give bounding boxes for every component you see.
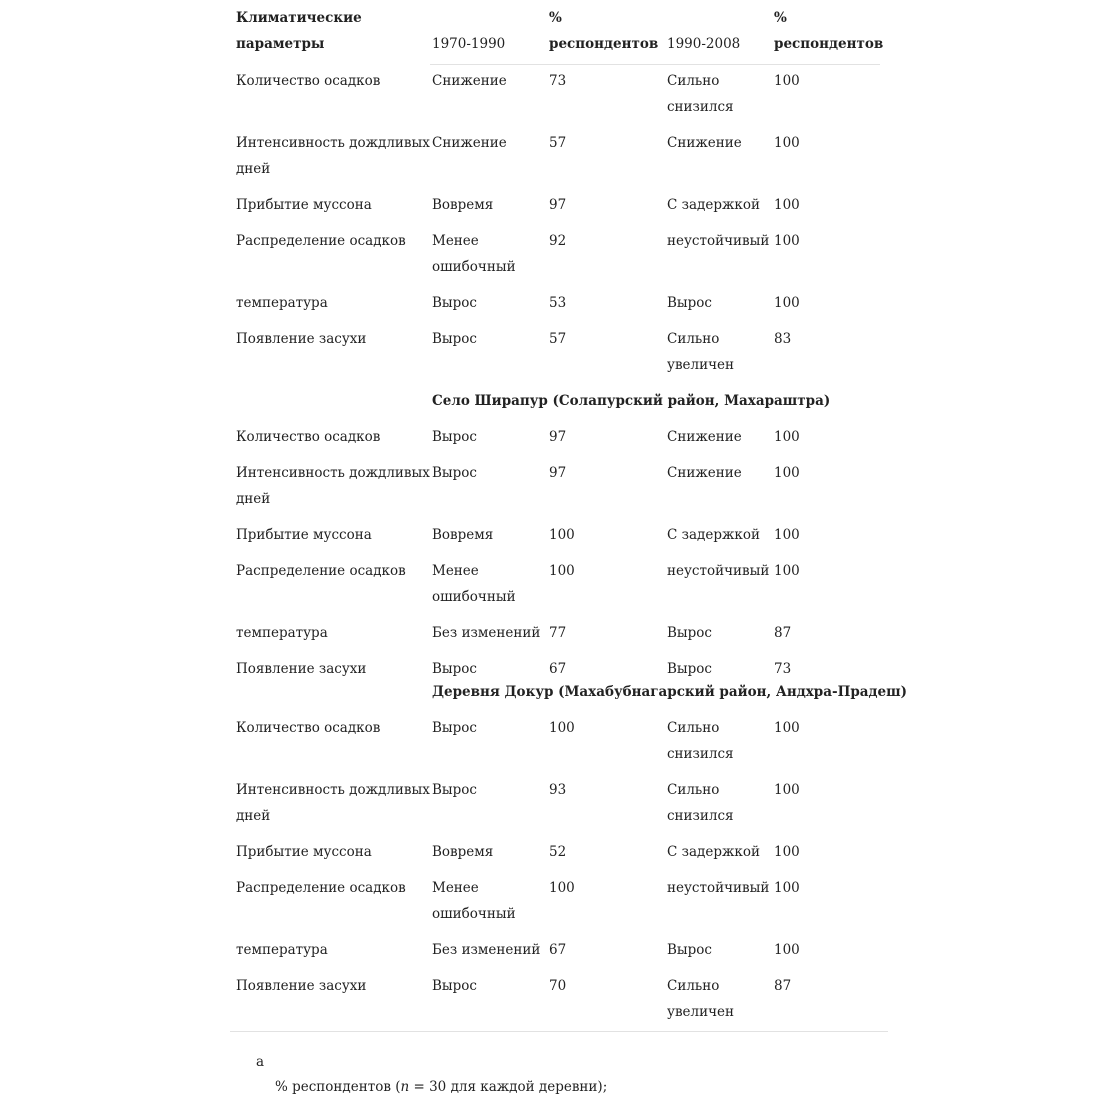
cell-percent-1970-1990: 52 — [549, 844, 567, 860]
cell-trend-1970-1990: Менее — [432, 563, 479, 579]
cell-percent-1970-1990: 100 — [549, 563, 575, 579]
cell-parameter: Появление засухи — [236, 661, 367, 677]
cell-parameter: Интенсивность дождливых — [236, 782, 430, 798]
cell-percent-1990-2008: 100 — [774, 233, 800, 249]
cell-trend-1970-1990: Вырос — [432, 661, 477, 677]
cell-trend-1970-1990: Вырос — [432, 331, 477, 347]
cell-parameter: Прибытие муссона — [236, 844, 372, 860]
cell-parameter: Интенсивность дождливых — [236, 465, 430, 481]
cell-parameter: Прибытие муссона — [236, 527, 372, 543]
cell-trend-1990-2008: снизился — [667, 99, 734, 115]
cell-trend-1990-2008: С задержкой — [667, 197, 760, 213]
cell-trend-1990-2008: Сильно — [667, 978, 720, 994]
cell-trend-1970-1990: Вовремя — [432, 527, 494, 543]
cell-percent-1990-2008: 100 — [774, 73, 800, 89]
cell-trend-1970-1990: Снижение — [432, 73, 507, 89]
cell-percent-1970-1990: 57 — [549, 331, 567, 347]
cell-parameter: температура — [236, 942, 328, 958]
cell-percent-1990-2008: 100 — [774, 429, 800, 445]
footnote-marker: a — [256, 1054, 265, 1070]
header-percent-1-line2: респондентов — [549, 36, 659, 52]
footnote-text-after: = 30 для каждой деревни); — [409, 1079, 608, 1095]
cell-percent-1990-2008: 100 — [774, 563, 800, 579]
cell-trend-1990-2008: Сильно — [667, 73, 720, 89]
cell-percent-1990-2008: 100 — [774, 135, 800, 151]
cell-parameter: температура — [236, 625, 328, 641]
cell-trend-1970-1990: Вырос — [432, 429, 477, 445]
cell-percent-1970-1990: 100 — [549, 880, 575, 896]
header-period-1: 1970-1990 — [432, 36, 506, 52]
cell-percent-1970-1990: 77 — [549, 625, 567, 641]
cell-trend-1990-2008: Снижение — [667, 465, 742, 481]
cell-parameter: температура — [236, 295, 328, 311]
cell-parameter: Прибытие муссона — [236, 197, 372, 213]
header-percent-2-line1: % — [774, 10, 787, 26]
cell-trend-1970-1990: Вырос — [432, 295, 477, 311]
cell-percent-1990-2008: 100 — [774, 527, 800, 543]
cell-percent-1990-2008: 100 — [774, 295, 800, 311]
cell-trend-1990-2008: Сильно — [667, 720, 720, 736]
cell-trend-1970-1990: ошибочный — [432, 259, 516, 275]
cell-parameter: Появление засухи — [236, 331, 367, 347]
footnote-n-symbol: n — [400, 1079, 410, 1095]
cell-percent-1990-2008: 100 — [774, 942, 800, 958]
cell-percent-1970-1990: 97 — [549, 197, 567, 213]
cell-percent-1970-1990: 53 — [549, 295, 567, 311]
cell-parameter: Распределение осадков — [236, 563, 406, 579]
footnote-text-before: % респондентов ( — [275, 1079, 401, 1095]
header-period-2: 1990-2008 — [667, 36, 741, 52]
header-divider — [430, 64, 880, 65]
cell-percent-1970-1990: 97 — [549, 429, 567, 445]
cell-trend-1970-1990: Без изменений — [432, 625, 541, 641]
cell-percent-1990-2008: 100 — [774, 197, 800, 213]
cell-trend-1990-2008: Вырос — [667, 942, 712, 958]
header-percent-1-line1: % — [549, 10, 562, 26]
cell-trend-1970-1990: Вырос — [432, 720, 477, 736]
cell-percent-1970-1990: 67 — [549, 661, 567, 677]
cell-parameter: Появление засухи — [236, 978, 367, 994]
cell-trend-1990-2008: Сильно — [667, 782, 720, 798]
cell-trend-1990-2008: Снижение — [667, 429, 742, 445]
cell-parameter: Распределение осадков — [236, 233, 406, 249]
cell-trend-1990-2008: Вырос — [667, 625, 712, 641]
cell-trend-1970-1990: Вырос — [432, 978, 477, 994]
cell-trend-1970-1990: Без изменений — [432, 942, 541, 958]
cell-parameter: Количество осадков — [236, 720, 381, 736]
cell-trend-1990-2008: С задержкой — [667, 527, 760, 543]
cell-trend-1990-2008: неустойчивый — [667, 563, 770, 579]
cell-trend-1990-2008: С задержкой — [667, 844, 760, 860]
cell-percent-1970-1990: 67 — [549, 942, 567, 958]
header-parameters-line2: параметры — [236, 36, 325, 52]
cell-trend-1970-1990: Вырос — [432, 782, 477, 798]
cell-trend-1970-1990: Вырос — [432, 465, 477, 481]
cell-parameter: дней — [236, 161, 271, 177]
cell-percent-1990-2008: 100 — [774, 782, 800, 798]
cell-percent-1970-1990: 73 — [549, 73, 567, 89]
cell-parameter: Количество осадков — [236, 429, 381, 445]
cell-parameter: дней — [236, 491, 271, 507]
cell-percent-1990-2008: 73 — [774, 661, 792, 677]
section-title-shirapur: Село Ширапур (Солапурский район, Махараштра) — [432, 393, 831, 409]
cell-percent-1970-1990: 57 — [549, 135, 567, 151]
cell-parameter: Интенсивность дождливых — [236, 135, 430, 151]
cell-trend-1990-2008: снизился — [667, 746, 734, 762]
header-percent-2-line2: респондентов — [774, 36, 884, 52]
cell-parameter: Количество осадков — [236, 73, 381, 89]
cell-parameter: дней — [236, 808, 271, 824]
cell-trend-1990-2008: неустойчивый — [667, 233, 770, 249]
cell-percent-1990-2008: 100 — [774, 465, 800, 481]
cell-trend-1970-1990: Снижение — [432, 135, 507, 151]
cell-percent-1970-1990: 70 — [549, 978, 567, 994]
cell-trend-1970-1990: ошибочный — [432, 589, 516, 605]
table-bottom-rule — [230, 1031, 888, 1032]
cell-trend-1970-1990: Менее — [432, 233, 479, 249]
cell-trend-1990-2008: Вырос — [667, 661, 712, 677]
section-title-dokur: Деревня Докур (Махабубнагарский район, Андхра-Прадеш) — [432, 684, 908, 700]
cell-trend-1990-2008: Вырос — [667, 295, 712, 311]
cell-trend-1970-1990: Менее — [432, 880, 479, 896]
cell-percent-1970-1990: 100 — [549, 720, 575, 736]
cell-percent-1970-1990: 93 — [549, 782, 567, 798]
cell-percent-1990-2008: 87 — [774, 978, 792, 994]
header-parameters-line1: Климатические — [236, 10, 362, 26]
cell-percent-1970-1990: 97 — [549, 465, 567, 481]
cell-percent-1970-1990: 100 — [549, 527, 575, 543]
cell-percent-1990-2008: 100 — [774, 880, 800, 896]
cell-trend-1970-1990: ошибочный — [432, 906, 516, 922]
cell-trend-1990-2008: увеличен — [667, 1004, 735, 1020]
cell-percent-1990-2008: 83 — [774, 331, 792, 347]
cell-parameter: Распределение осадков — [236, 880, 406, 896]
footnote-text — [275, 1074, 607, 1100]
cell-trend-1990-2008: снизился — [667, 808, 734, 824]
cell-trend-1990-2008: неустойчивый — [667, 880, 770, 896]
cell-trend-1970-1990: Вовремя — [432, 197, 494, 213]
cell-percent-1970-1990: 92 — [549, 233, 567, 249]
cell-trend-1970-1990: Вовремя — [432, 844, 494, 860]
cell-trend-1990-2008: Сильно — [667, 331, 720, 347]
cell-trend-1990-2008: Снижение — [667, 135, 742, 151]
cell-percent-1990-2008: 100 — [774, 844, 800, 860]
cell-trend-1990-2008: увеличен — [667, 357, 735, 373]
cell-percent-1990-2008: 87 — [774, 625, 792, 641]
cell-percent-1990-2008: 100 — [774, 720, 800, 736]
